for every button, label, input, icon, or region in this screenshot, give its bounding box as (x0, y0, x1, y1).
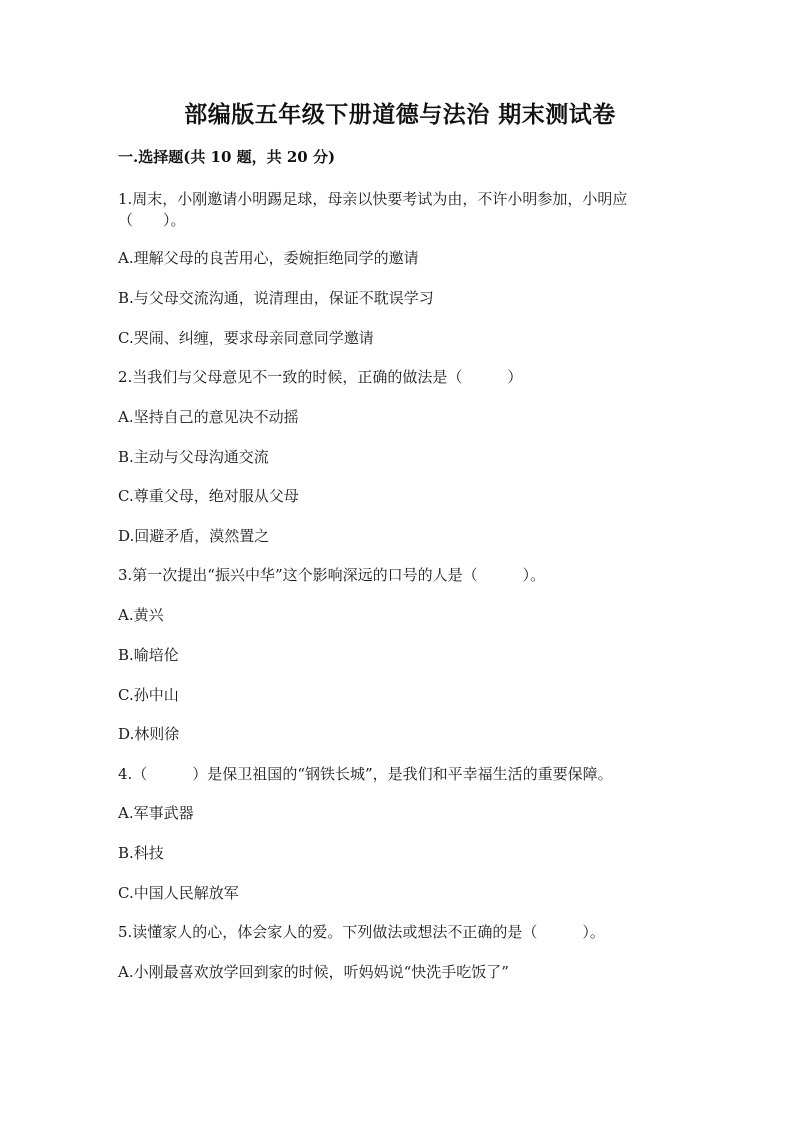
question-2-stem: 2.当我们与父母意见不一致的时候，正确的做法是（ ） (118, 368, 523, 386)
question-1-option-a: A.理解父母的良苦用心，委婉拒绝同学的邀请 (118, 249, 419, 267)
question-3-option-b: B.喻培伦 (118, 646, 179, 664)
question-1-stem: 1.周末，小刚邀请小明踢足球，母亲以快要考试为由，不许小明参加，小明应 (118, 190, 628, 208)
question-3-option-a: A.黄兴 (118, 606, 164, 624)
question-2-option-b: B.主动与父母沟通交流 (118, 448, 269, 466)
question-3-stem: 3.第一次提出“振兴中华”这个影响深远的口号的人是（ ）。 (118, 566, 546, 584)
question-1-option-b: B.与父母交流沟通，说清理由，保证不耽误学习 (118, 289, 434, 307)
question-2-option-c: C.尊重父母，绝对服从父母 (118, 487, 299, 505)
page-title: 部编版五年级下册道德与法治 期末测试卷 (184, 101, 616, 128)
question-2-option-d: D.回避矛盾，漠然置之 (118, 527, 270, 545)
question-5-option-a: A.小刚最喜欢放学回到家的时候，听妈妈说“快洗手吃饭了” (118, 963, 509, 981)
question-1-stem-continued: （ ）。 (118, 211, 186, 229)
question-4-option-c: C.中国人民解放军 (118, 884, 239, 902)
question-1-option-c: C.哭闹、纠缠，要求母亲同意同学邀请 (118, 329, 374, 347)
question-5-stem: 5.读懂家人的心，体会家人的爱。下列做法或想法不正确的是（ ）。 (118, 923, 605, 941)
section-heading: 一.选择题(共 10 题，共 20 分) (118, 148, 336, 166)
question-4-option-a: A.军事武器 (118, 804, 194, 822)
question-3-option-d: D.林则徐 (118, 725, 180, 743)
question-2-option-a: A.坚持自己的意见决不动摇 (118, 408, 299, 426)
question-3-option-c: C.孙中山 (118, 686, 179, 704)
question-4-stem: 4.（ ）是保卫祖国的“钢铁长城”，是我们和平幸福生活的重要保障。 (118, 765, 613, 783)
question-4-option-b: B.科技 (118, 844, 164, 862)
